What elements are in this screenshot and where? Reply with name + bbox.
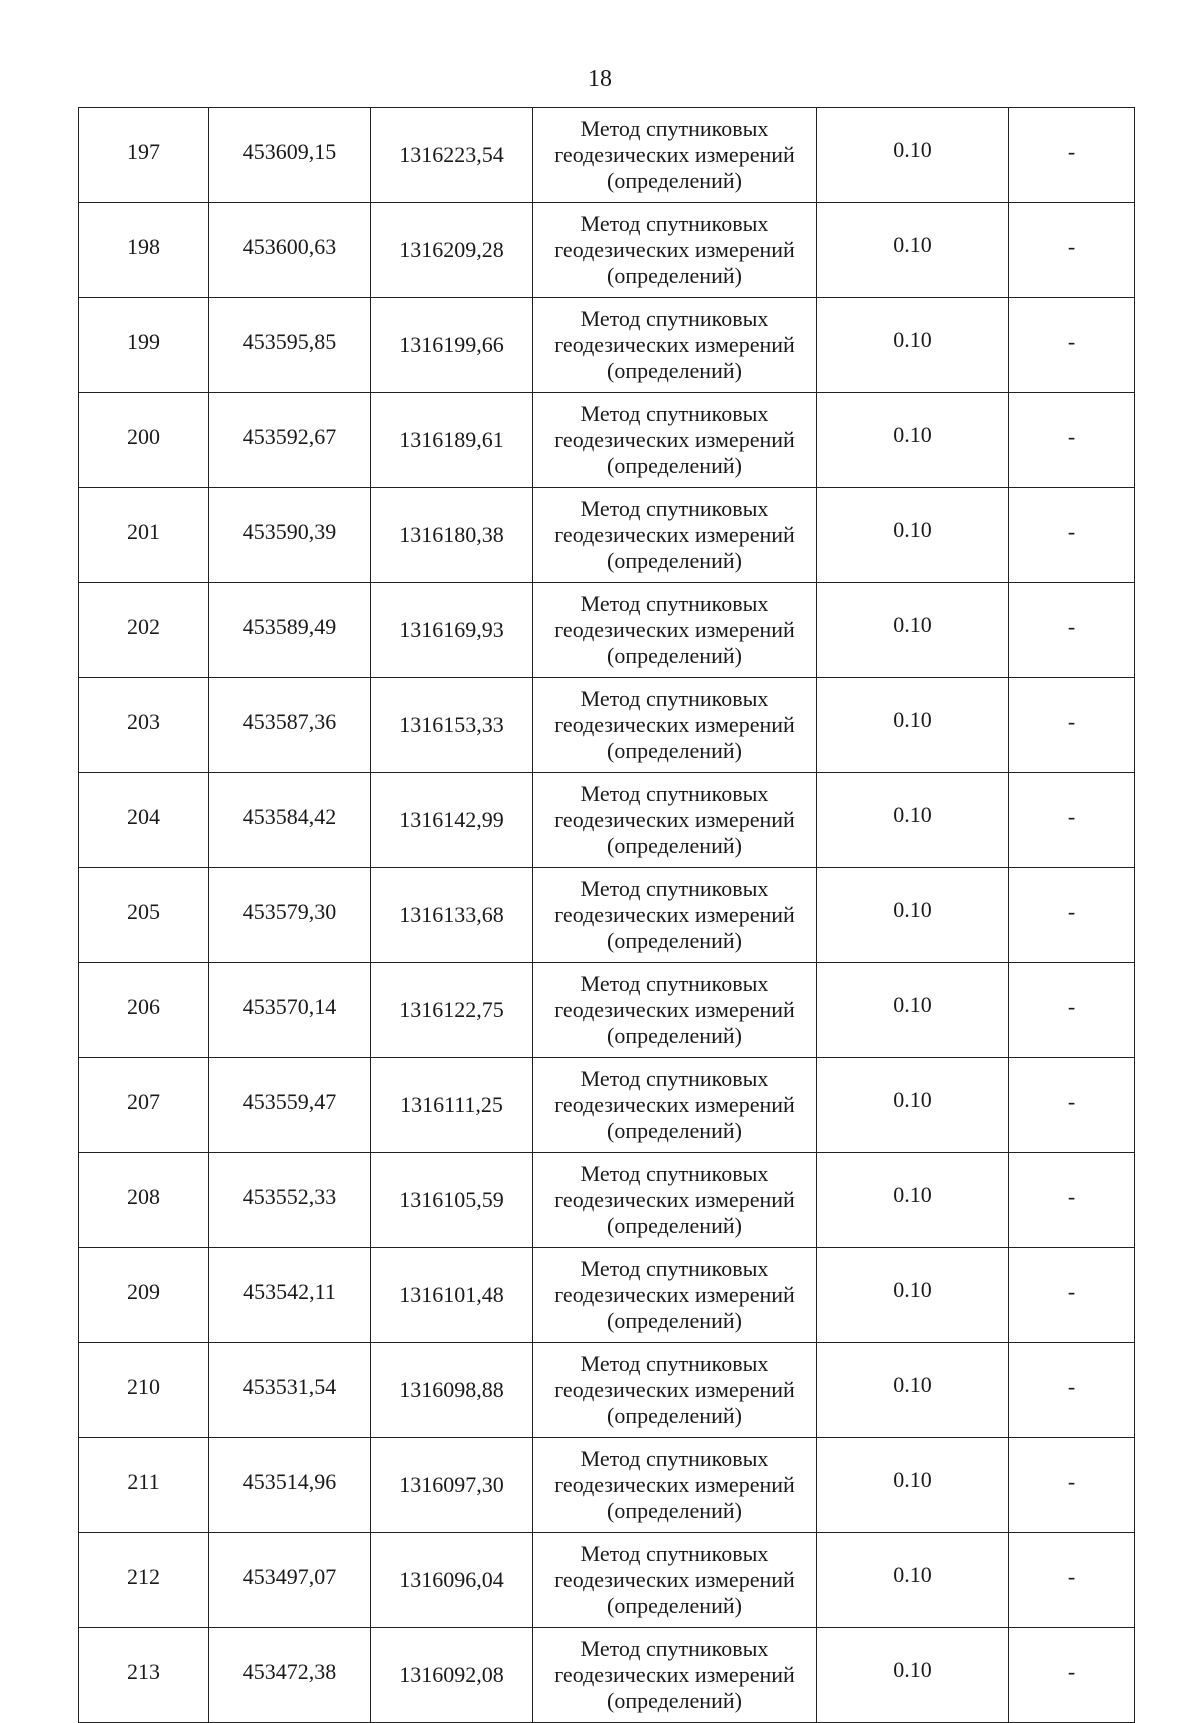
- accuracy-cell: [817, 108, 1009, 203]
- method-cell: [533, 393, 817, 488]
- method-line: Метод спутниковых: [580, 686, 769, 711]
- point-number-text: 197: [127, 139, 160, 164]
- point-number-text: 204: [127, 804, 160, 829]
- method-line: геодезических измерений: [554, 1187, 795, 1212]
- accuracy-text: 0.10: [893, 422, 932, 447]
- y-coordinate-cell: [371, 773, 533, 868]
- y-coordinate-text: 1316101,48: [399, 1282, 504, 1307]
- accuracy-cell: [817, 1628, 1009, 1723]
- method-line: Метод спутниковых: [580, 781, 769, 806]
- point-number-cell: [79, 1248, 209, 1343]
- y-coordinate-text: 1316169,93: [399, 617, 504, 642]
- note-cell: [1009, 393, 1135, 488]
- accuracy-text: 0.10: [893, 1562, 932, 1587]
- table-row: [79, 583, 1135, 678]
- accuracy-cell: [817, 1533, 1009, 1628]
- y-coordinate-text: 1316092,08: [399, 1662, 504, 1687]
- x-coordinate-cell: [209, 1628, 371, 1723]
- method-line: геодезических измерений: [554, 427, 795, 452]
- method-line: Метод спутниковых: [580, 1066, 769, 1091]
- method-line: геодезических измерений: [554, 332, 795, 357]
- note-text: -: [1067, 1089, 1076, 1114]
- method-line: геодезических измерений: [554, 237, 795, 262]
- y-coordinate-text: 1316133,68: [399, 902, 504, 927]
- method-line: (определений): [607, 358, 742, 383]
- note-cell: [1009, 203, 1135, 298]
- x-coordinate-text: 453595,85: [242, 329, 337, 354]
- note-cell: [1009, 1153, 1135, 1248]
- note-cell: [1009, 1248, 1135, 1343]
- accuracy-text: 0.10: [893, 1467, 932, 1492]
- method-line: Метод спутниковых: [580, 1161, 769, 1186]
- method-line: (определений): [607, 1118, 742, 1143]
- note-cell: [1009, 1533, 1135, 1628]
- accuracy-text: 0.10: [893, 232, 932, 257]
- y-coordinate-text: 1316097,30: [399, 1472, 504, 1497]
- page-number: 18: [588, 66, 612, 92]
- x-coordinate-text: 453472,38: [242, 1659, 337, 1684]
- table-row: [79, 678, 1135, 773]
- table-row: [79, 108, 1135, 203]
- note-text: -: [1067, 519, 1076, 544]
- y-coordinate-text: 1316153,33: [399, 712, 504, 737]
- point-number-cell: [79, 773, 209, 868]
- method-cell: [533, 1438, 817, 1533]
- method-line: геодезических измерений: [554, 997, 795, 1022]
- method-cell: [533, 1628, 817, 1723]
- y-coordinate-text: 1316098,88: [399, 1377, 504, 1402]
- note-text: -: [1067, 1374, 1076, 1399]
- table-row: [79, 773, 1135, 868]
- note-cell: [1009, 678, 1135, 773]
- point-number-text: 202: [127, 614, 160, 639]
- point-number-cell: [79, 1628, 209, 1723]
- note-cell: [1009, 963, 1135, 1058]
- x-coordinate-cell: [209, 108, 371, 203]
- point-number-cell: [79, 488, 209, 583]
- method-cell: [533, 868, 817, 963]
- note-text: -: [1067, 424, 1076, 449]
- y-coordinate-text: 1316189,61: [399, 427, 504, 452]
- y-coordinate-cell: [371, 393, 533, 488]
- method-line: (определений): [607, 1688, 742, 1713]
- point-number-text: 212: [127, 1564, 160, 1589]
- y-coordinate-text: 1316122,75: [399, 997, 504, 1022]
- point-number-cell: [79, 583, 209, 678]
- accuracy-text: 0.10: [893, 1372, 932, 1397]
- accuracy-cell: [817, 678, 1009, 773]
- note-cell: [1009, 1438, 1135, 1533]
- x-coordinate-text: 453609,15: [242, 139, 337, 164]
- point-number-text: 213: [127, 1659, 160, 1684]
- note-cell: [1009, 488, 1135, 583]
- point-number-cell: [79, 1533, 209, 1628]
- y-coordinate-cell: [371, 1153, 533, 1248]
- point-number-cell: [79, 678, 209, 773]
- y-coordinate-cell: [371, 678, 533, 773]
- y-coordinate-cell: [371, 963, 533, 1058]
- note-cell: [1009, 298, 1135, 393]
- x-coordinate-cell: [209, 773, 371, 868]
- note-cell: [1009, 868, 1135, 963]
- x-coordinate-text: 453531,54: [242, 1374, 337, 1399]
- table-row: [79, 393, 1135, 488]
- note-cell: [1009, 1058, 1135, 1153]
- method-line: (определений): [607, 1308, 742, 1333]
- accuracy-text: 0.10: [893, 612, 932, 637]
- x-coordinate-cell: [209, 1153, 371, 1248]
- accuracy-cell: [817, 1248, 1009, 1343]
- point-number-cell: [79, 1058, 209, 1153]
- accuracy-cell: [817, 1343, 1009, 1438]
- method-cell: [533, 108, 817, 203]
- note-text: -: [1067, 1279, 1076, 1304]
- point-number-text: 205: [127, 899, 160, 924]
- table-row: [79, 1438, 1135, 1533]
- y-coordinate-cell: [371, 488, 533, 583]
- y-coordinate-cell: [371, 1438, 533, 1533]
- y-coordinate-cell: [371, 1058, 533, 1153]
- point-number-text: 199: [127, 329, 160, 354]
- y-coordinate-cell: [371, 868, 533, 963]
- table-row: [79, 868, 1135, 963]
- point-number-cell: [79, 203, 209, 298]
- accuracy-text: 0.10: [893, 707, 932, 732]
- method-cell: [533, 1058, 817, 1153]
- coordinates-table: [78, 107, 1135, 1723]
- x-coordinate-text: 453552,33: [242, 1184, 337, 1209]
- point-number-cell: [79, 393, 209, 488]
- method-line: Метод спутниковых: [580, 496, 769, 521]
- accuracy-text: 0.10: [893, 1277, 932, 1302]
- note-cell: [1009, 1628, 1135, 1723]
- method-line: геодезических измерений: [554, 1092, 795, 1117]
- x-coordinate-cell: [209, 393, 371, 488]
- accuracy-text: 0.10: [893, 327, 932, 352]
- accuracy-cell: [817, 773, 1009, 868]
- table-row: [79, 298, 1135, 393]
- method-line: геодезических измерений: [554, 1472, 795, 1497]
- x-coordinate-text: 453590,39: [242, 519, 337, 544]
- method-line: (определений): [607, 548, 742, 573]
- method-line: (определений): [607, 1403, 742, 1428]
- note-text: -: [1067, 994, 1076, 1019]
- y-coordinate-text: 1316111,25: [400, 1092, 503, 1117]
- x-coordinate-text: 453559,47: [242, 1089, 337, 1114]
- table-row: [79, 1248, 1135, 1343]
- table-row: [79, 1343, 1135, 1438]
- accuracy-cell: [817, 1438, 1009, 1533]
- method-cell: [533, 488, 817, 583]
- method-cell: [533, 298, 817, 393]
- method-line: (определений): [607, 928, 742, 953]
- method-line: геодезических измерений: [554, 142, 795, 167]
- note-cell: [1009, 1343, 1135, 1438]
- accuracy-cell: [817, 868, 1009, 963]
- method-cell: [533, 963, 817, 1058]
- x-coordinate-cell: [209, 1343, 371, 1438]
- method-line: (определений): [607, 168, 742, 193]
- y-coordinate-text: 1316142,99: [399, 807, 504, 832]
- method-line: Метод спутниковых: [580, 211, 769, 236]
- point-number-text: 198: [127, 234, 160, 259]
- x-coordinate-cell: [209, 488, 371, 583]
- point-number-text: 203: [127, 709, 160, 734]
- point-number-cell: [79, 108, 209, 203]
- x-coordinate-cell: [209, 1248, 371, 1343]
- y-coordinate-cell: [371, 1533, 533, 1628]
- point-number-text: 211: [127, 1469, 160, 1494]
- method-cell: [533, 1343, 817, 1438]
- method-line: (определений): [607, 833, 742, 858]
- point-number-cell: [79, 868, 209, 963]
- x-coordinate-cell: [209, 298, 371, 393]
- note-text: -: [1067, 709, 1076, 734]
- y-coordinate-text: 1316180,38: [399, 522, 504, 547]
- method-line: Метод спутниковых: [580, 1541, 769, 1566]
- x-coordinate-text: 453587,36: [242, 709, 337, 734]
- note-text: -: [1067, 1184, 1076, 1209]
- accuracy-text: 0.10: [893, 517, 932, 542]
- method-line: геодезических измерений: [554, 807, 795, 832]
- method-line: геодезических измерений: [554, 522, 795, 547]
- table-row: [79, 203, 1135, 298]
- note-text: -: [1067, 1564, 1076, 1589]
- point-number-text: 208: [127, 1184, 160, 1209]
- y-coordinate-cell: [371, 583, 533, 678]
- method-line: (определений): [607, 453, 742, 478]
- y-coordinate-text: 1316199,66: [399, 332, 504, 357]
- accuracy-text: 0.10: [893, 1087, 932, 1112]
- method-line: геодезических измерений: [554, 1567, 795, 1592]
- accuracy-cell: [817, 488, 1009, 583]
- y-coordinate-cell: [371, 1628, 533, 1723]
- note-text: -: [1067, 899, 1076, 924]
- y-coordinate-cell: [371, 1248, 533, 1343]
- x-coordinate-cell: [209, 203, 371, 298]
- y-coordinate-cell: [371, 203, 533, 298]
- accuracy-text: 0.10: [893, 1182, 932, 1207]
- method-line: (определений): [607, 1023, 742, 1048]
- method-cell: [533, 1153, 817, 1248]
- y-coordinate-cell: [371, 108, 533, 203]
- method-line: Метод спутниковых: [580, 116, 769, 141]
- method-line: (определений): [607, 738, 742, 763]
- method-line: Метод спутниковых: [580, 971, 769, 996]
- y-coordinate-text: 1316096,04: [399, 1567, 504, 1592]
- point-number-cell: [79, 1153, 209, 1248]
- note-text: -: [1067, 614, 1076, 639]
- method-line: (определений): [607, 1213, 742, 1238]
- method-line: геодезических измерений: [554, 1282, 795, 1307]
- point-number-text: 210: [127, 1374, 160, 1399]
- x-coordinate-cell: [209, 1533, 371, 1628]
- note-cell: [1009, 773, 1135, 868]
- point-number-text: 209: [127, 1279, 160, 1304]
- note-text: -: [1067, 1659, 1076, 1684]
- method-line: геодезических измерений: [554, 712, 795, 737]
- method-line: геодезических измерений: [554, 902, 795, 927]
- point-number-text: 200: [127, 424, 160, 449]
- x-coordinate-cell: [209, 868, 371, 963]
- method-cell: [533, 678, 817, 773]
- x-coordinate-text: 453600,63: [242, 234, 337, 259]
- accuracy-cell: [817, 393, 1009, 488]
- method-line: геодезических измерений: [554, 1662, 795, 1687]
- table-row: [79, 1628, 1135, 1723]
- x-coordinate-cell: [209, 1438, 371, 1533]
- accuracy-text: 0.10: [893, 897, 932, 922]
- method-line: (определений): [607, 1593, 742, 1618]
- method-cell: [533, 203, 817, 298]
- accuracy-cell: [817, 1058, 1009, 1153]
- x-coordinate-text: 453589,49: [242, 614, 337, 639]
- accuracy-text: 0.10: [893, 1657, 932, 1682]
- x-coordinate-text: 453584,42: [242, 804, 337, 829]
- table-row: [79, 488, 1135, 583]
- x-coordinate-cell: [209, 963, 371, 1058]
- note-text: -: [1067, 234, 1076, 259]
- table-row: [79, 1533, 1135, 1628]
- y-coordinate-cell: [371, 1343, 533, 1438]
- point-number-cell: [79, 1343, 209, 1438]
- point-number-cell: [79, 1438, 209, 1533]
- note-cell: [1009, 583, 1135, 678]
- method-line: Метод спутниковых: [580, 591, 769, 616]
- accuracy-cell: [817, 1153, 1009, 1248]
- method-line: Метод спутниковых: [580, 876, 769, 901]
- method-line: (определений): [607, 1498, 742, 1523]
- method-cell: [533, 1248, 817, 1343]
- method-line: геодезических измерений: [554, 1377, 795, 1402]
- accuracy-cell: [817, 203, 1009, 298]
- point-number-text: 206: [127, 994, 160, 1019]
- accuracy-text: 0.10: [893, 802, 932, 827]
- method-line: (определений): [607, 643, 742, 668]
- method-line: Метод спутниковых: [580, 401, 769, 426]
- point-number-cell: [79, 298, 209, 393]
- note-text: -: [1067, 1469, 1076, 1494]
- method-line: Метод спутниковых: [580, 1351, 769, 1376]
- method-line: Метод спутниковых: [580, 1256, 769, 1281]
- x-coordinate-cell: [209, 583, 371, 678]
- x-coordinate-cell: [209, 1058, 371, 1153]
- accuracy-text: 0.10: [893, 992, 932, 1017]
- y-coordinate-text: 1316209,28: [399, 237, 504, 262]
- method-line: Метод спутниковых: [580, 1446, 769, 1471]
- x-coordinate-text: 453514,96: [242, 1469, 337, 1494]
- note-cell: [1009, 108, 1135, 203]
- table-body: [79, 108, 1135, 1723]
- x-coordinate-text: 453570,14: [242, 994, 337, 1019]
- accuracy-text: 0.10: [893, 137, 932, 162]
- x-coordinate-text: 453542,11: [243, 1279, 336, 1304]
- table-row: [79, 1058, 1135, 1153]
- y-coordinate-text: 1316105,59: [399, 1187, 504, 1212]
- x-coordinate-text: 453497,07: [242, 1564, 337, 1589]
- method-cell: [533, 773, 817, 868]
- point-number-cell: [79, 963, 209, 1058]
- method-line: геодезических измерений: [554, 617, 795, 642]
- accuracy-cell: [817, 583, 1009, 678]
- y-coordinate-cell: [371, 298, 533, 393]
- method-line: Метод спутниковых: [580, 306, 769, 331]
- x-coordinate-cell: [209, 678, 371, 773]
- method-line: Метод спутниковых: [580, 1636, 769, 1661]
- y-coordinate-text: 1316223,54: [399, 142, 504, 167]
- note-text: -: [1067, 804, 1076, 829]
- table-row: [79, 1153, 1135, 1248]
- note-text: -: [1067, 329, 1076, 354]
- x-coordinate-text: 453592,67: [242, 424, 337, 449]
- x-coordinate-text: 453579,30: [242, 899, 337, 924]
- note-text: -: [1067, 139, 1076, 164]
- method-line: (определений): [607, 263, 742, 288]
- accuracy-cell: [817, 298, 1009, 393]
- table-row: [79, 963, 1135, 1058]
- method-cell: [533, 1533, 817, 1628]
- point-number-text: 207: [127, 1089, 160, 1114]
- accuracy-cell: [817, 963, 1009, 1058]
- method-cell: [533, 583, 817, 678]
- point-number-text: 201: [127, 519, 160, 544]
